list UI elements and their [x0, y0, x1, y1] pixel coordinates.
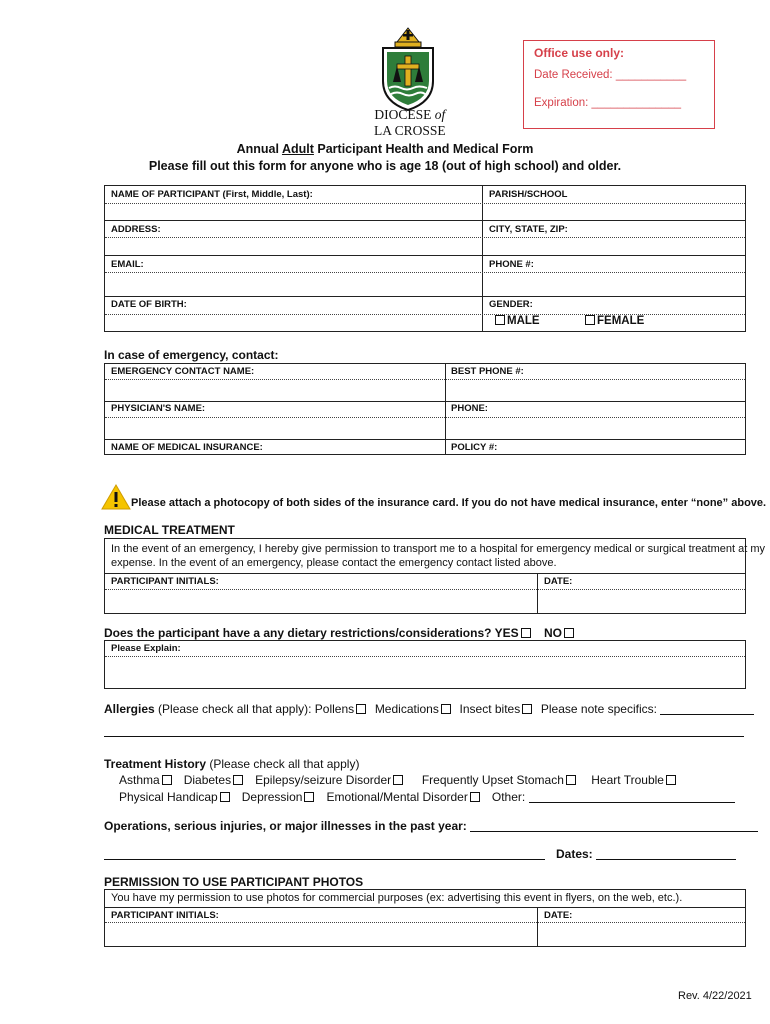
upset-stomach-checkbox[interactable]	[566, 775, 576, 785]
phone-input[interactable]	[483, 272, 746, 296]
policy-number-label: POLICY #:	[451, 442, 498, 453]
treatment-date-label: DATE:	[544, 576, 573, 587]
photo-permission-text: You have my permission to use photos for commercial purposes (ex: advertising this event in flyers, on the web, etc.).	[111, 892, 683, 904]
email-label: EMAIL:	[111, 259, 144, 270]
physical-handicap-checkbox[interactable]	[220, 792, 230, 802]
revision-date: Rev. 4/22/2021	[678, 990, 752, 1002]
diabetes-checkbox[interactable]	[233, 775, 243, 785]
physician-phone-input[interactable]	[446, 417, 746, 439]
phone-label: PHONE #:	[489, 259, 534, 270]
photo-date-label: DATE:	[544, 910, 573, 921]
gender-label: GENDER:	[489, 299, 533, 310]
insurance-row-divider	[104, 454, 746, 455]
emergency-heading: In case of emergency, contact:	[104, 348, 279, 362]
dietary-no-option[interactable]: NO	[544, 626, 576, 640]
photo-initials-label: PARTICIPANT INITIALS:	[111, 910, 219, 921]
operations-dates-row: Dates:	[556, 847, 736, 861]
form-title: Annual Adult Participant Health and Medical Form	[236, 142, 534, 156]
allergy-specifics-line-2[interactable]	[104, 736, 744, 737]
medical-treatment-heading: MEDICAL TREATMENT	[104, 523, 235, 537]
medical-treatment-box	[104, 538, 765, 614]
form-subtitle: Please fill out this form for anyone who is age 18 (out of high school) and older.	[148, 159, 622, 173]
asthma-checkbox[interactable]	[162, 775, 172, 785]
photo-initials-input[interactable]	[105, 923, 537, 947]
participant-initials-label: PARTICIPANT INITIALS:	[111, 576, 219, 587]
emergency-contact-table	[104, 363, 746, 455]
operations-dates-input[interactable]	[596, 848, 736, 860]
best-phone-input[interactable]	[446, 379, 746, 401]
heart-trouble-checkbox[interactable]	[666, 775, 676, 785]
allergy-specifics-input[interactable]	[660, 703, 754, 715]
treatment-history-row-1: Asthma Diabetes Epilepsy/seizure Disorder Frequently Upset Stomach Heart Trouble	[119, 773, 678, 787]
email-input[interactable]	[105, 272, 482, 296]
treatment-history-heading: Treatment History (Please check all that apply)	[104, 757, 360, 771]
city-state-zip-label: CITY, STATE, ZIP:	[489, 224, 568, 235]
date-received-field[interactable]: Date Received: ___________	[534, 69, 687, 81]
dietary-no-checkbox[interactable]	[564, 628, 574, 638]
office-use-box	[523, 40, 715, 129]
female-checkbox[interactable]	[585, 315, 595, 325]
other-condition-input[interactable]	[529, 791, 735, 803]
diocese-name: DIOCESE of LA CROSSE	[374, 107, 446, 138]
address-label: ADDRESS:	[111, 224, 161, 235]
physician-name-input[interactable]	[105, 417, 445, 439]
best-phone-label: BEST PHONE #:	[451, 366, 524, 377]
epilepsy-checkbox[interactable]	[393, 775, 403, 785]
insect-bites-checkbox[interactable]	[522, 704, 532, 714]
date-of-birth-input[interactable]	[105, 314, 482, 332]
participant-name-label: NAME OF PARTICIPANT (First, Middle, Last):	[111, 189, 313, 200]
photo-permission-box	[104, 889, 746, 947]
parish-school-input[interactable]	[483, 203, 746, 220]
participant-name-input[interactable]	[105, 203, 482, 220]
dietary-explain-box	[104, 640, 746, 689]
photo-date-input[interactable]	[538, 923, 746, 947]
insurance-note: Please attach a photocopy of both sides of the insurance card. If you do not have medical insurance, enter “none” above.	[131, 497, 767, 509]
gender-female-option[interactable]: FEMALE	[583, 315, 644, 327]
parish-school-label: PARISH/SCHOOL	[489, 189, 568, 200]
gender-male-option[interactable]: MALE	[493, 315, 540, 327]
allergies-row: Allergies (Please check all that apply): Pollens Medications Insect bites Please note specifics:	[104, 702, 754, 716]
emergency-contact-name-input[interactable]	[105, 379, 445, 401]
treatment-history-row-2: Physical Handicap Depression Emotional/Mental Disorder Other:	[119, 790, 735, 804]
city-state-zip-input[interactable]	[483, 237, 746, 255]
date-of-birth-label: DATE OF BIRTH:	[111, 299, 187, 310]
dietary-question: Does the participant have a any dietary restrictions/considerations? YES	[104, 626, 533, 640]
diocese-crest-logo	[377, 26, 439, 114]
treatment-date-input[interactable]	[538, 589, 746, 614]
depression-checkbox[interactable]	[304, 792, 314, 802]
physician-name-label: PHYSICIAN'S NAME:	[111, 403, 206, 414]
please-explain-label: Please Explain:	[111, 643, 181, 654]
emotional-disorder-checkbox[interactable]	[470, 792, 480, 802]
medical-insurance-label: NAME OF MEDICAL INSURANCE:	[111, 442, 263, 453]
physician-phone-label: PHONE:	[451, 403, 488, 414]
treatment-initials-input[interactable]	[105, 589, 537, 614]
operations-line-2[interactable]	[104, 859, 545, 860]
dietary-yes-checkbox[interactable]	[521, 628, 531, 638]
operations-row: Operations, serious injuries, or major illnesses in the past year:	[104, 819, 758, 833]
address-input[interactable]	[105, 237, 482, 255]
participant-info-table	[104, 185, 746, 332]
emergency-contact-name-label: EMERGENCY CONTACT NAME:	[111, 366, 255, 377]
dietary-explain-input[interactable]	[105, 657, 745, 689]
expiration-field[interactable]: Expiration: ______________	[534, 97, 682, 109]
office-use-title: Office use only:	[534, 46, 625, 60]
male-checkbox[interactable]	[495, 315, 505, 325]
operations-input[interactable]	[470, 820, 758, 832]
pollens-checkbox[interactable]	[356, 704, 366, 714]
warning-icon	[101, 484, 131, 510]
photo-permission-heading: PERMISSION TO USE PARTICIPANT PHOTOS	[104, 875, 364, 889]
medical-treatment-text: In the event of an emergency, I hereby give permission to transport me to a hospital for emergency medical or surgical treatment at my expense. In the event of an emergency, please contact the emergency contact listed above.	[111, 543, 765, 569]
medications-checkbox[interactable]	[441, 704, 451, 714]
